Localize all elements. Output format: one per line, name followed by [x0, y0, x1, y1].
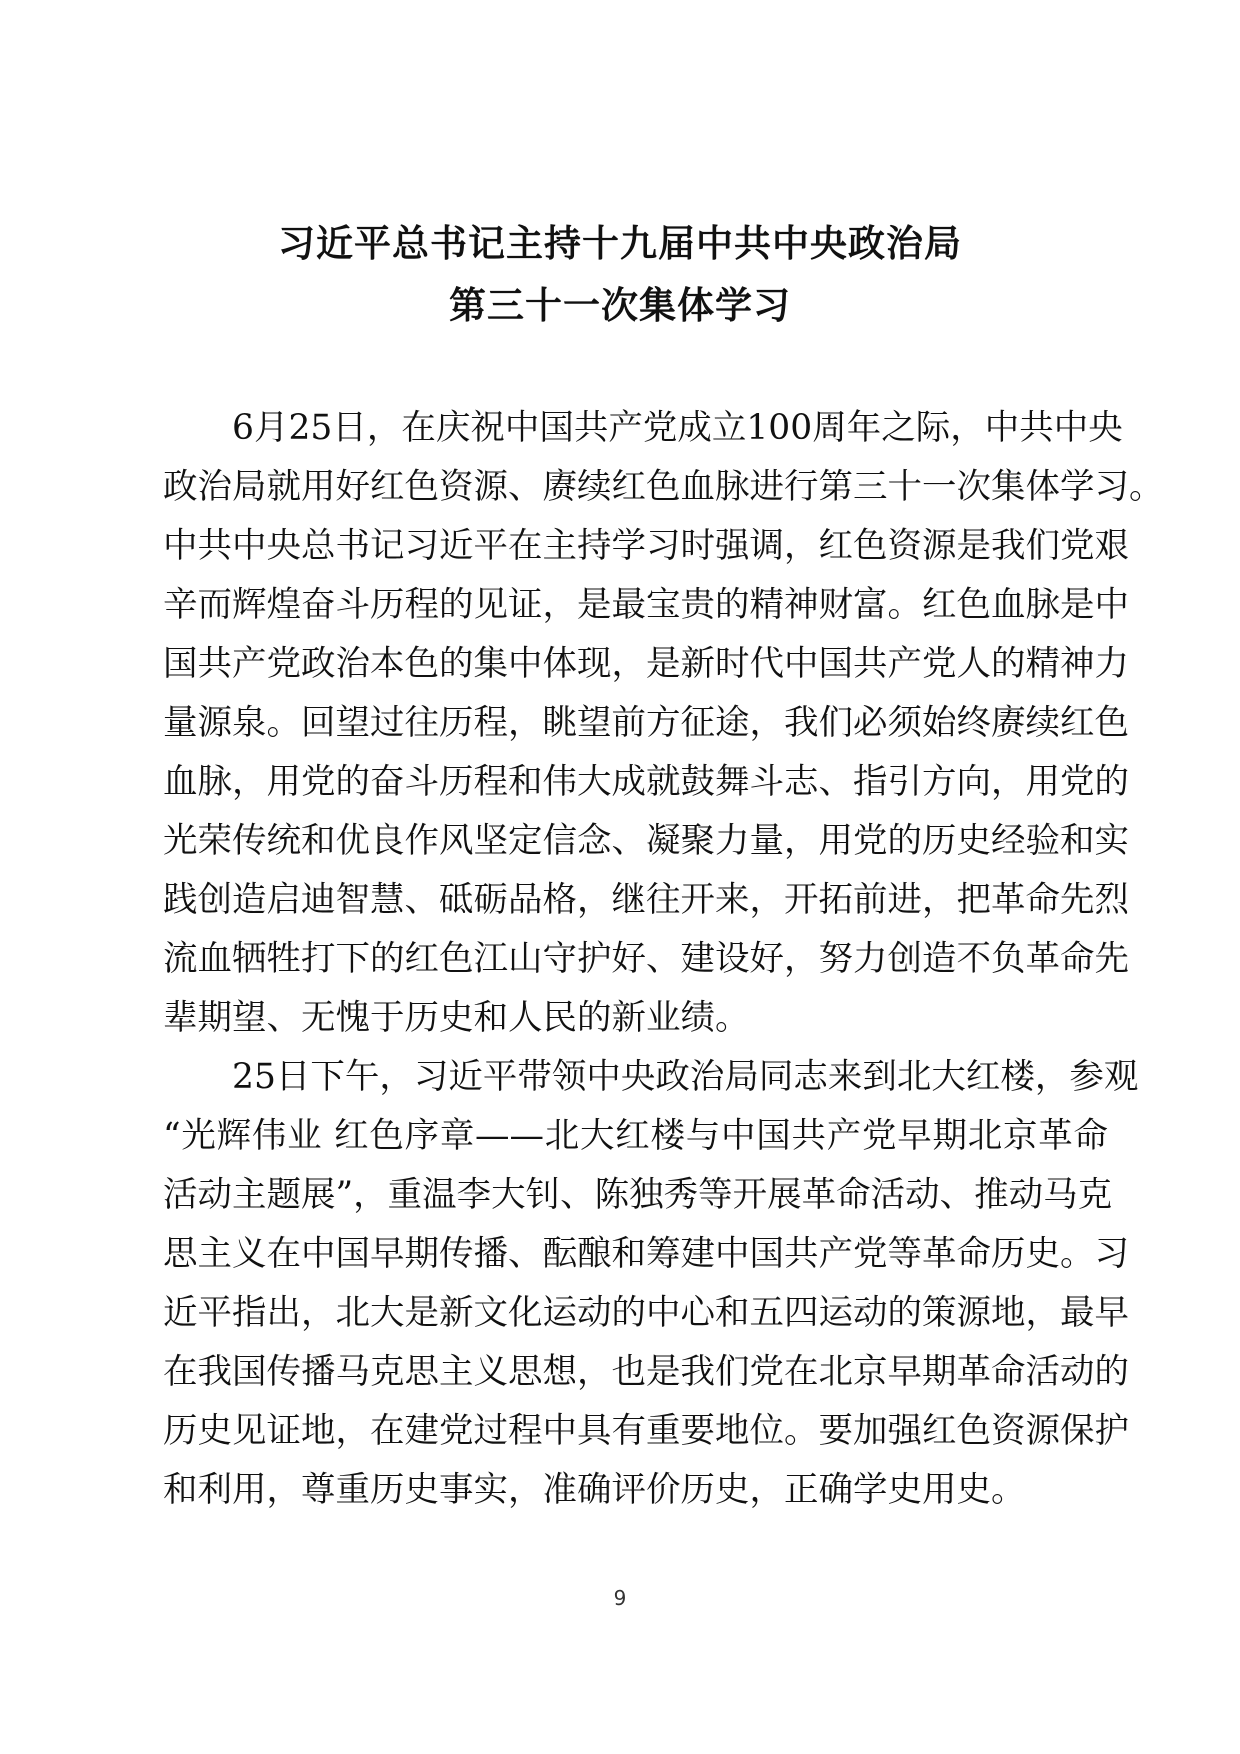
- paragraph-2: [163, 1048, 1139, 1520]
- paragraph-line: 中共中央总书记习近平在主持学习时强调，红色资源是我们党艰: [163, 526, 1129, 566]
- page-number: 9: [613, 1586, 627, 1610]
- paragraph-1: [163, 399, 1164, 1048]
- document-title: [0, 212, 1240, 336]
- document-body: [163, 399, 1164, 1520]
- paragraph-line: 国共产党政治本色的集中体现，是新时代中国共产党人的精神力: [163, 644, 1129, 684]
- paragraph-line: 6月25日，在庆祝中国共产党成立100周年之际，中共中央: [232, 408, 1123, 448]
- paragraph-line: 辛而辉煌奋斗历程的见证，是最宝贵的精神财富。红色血脉是中: [163, 585, 1129, 625]
- paragraph-line: 近平指出，北大是新文化运动的中心和五四运动的策源地，最早: [163, 1293, 1129, 1333]
- paragraph-line: 25日下午，习近平带领中央政治局同志来到北大红楼，参观: [232, 1057, 1139, 1097]
- paragraph-line: “光辉伟业 红色序章——北大红楼与中国共产党早期北京革命: [163, 1116, 1108, 1156]
- paragraph-line: 历史见证地，在建党过程中具有重要地位。要加强红色资源保护: [163, 1411, 1129, 1451]
- paragraph-line: 在我国传播马克思主义思想，也是我们党在北京早期革命活动的: [163, 1352, 1129, 1392]
- paragraph-line: 血脉，用党的奋斗历程和伟大成就鼓舞斗志、指引方向，用党的: [163, 762, 1129, 802]
- paragraph-line: 践创造启迪智慧、砥砺品格，继往开来，开拓前进，把革命先烈: [163, 880, 1129, 920]
- paragraph-line: 量源泉。回望过往历程，眺望前方征途，我们必须始终赓续红色: [163, 703, 1129, 743]
- title-line-1: 习近平总书记主持十九届中共中央政治局: [278, 221, 962, 265]
- paragraph-line: 辈期望、无愧于历史和人民的新业绩。: [163, 998, 750, 1038]
- paragraph-line: 政治局就用好红色资源、赓续红色血脉进行第三十一次集体学习。: [163, 467, 1164, 507]
- paragraph-line: 思主义在中国早期传播、酝酿和筹建中国共产党等革命历史。习: [163, 1234, 1129, 1274]
- paragraph-line: 和利用，尊重历史事实，准确评价历史，正确学史用史。: [163, 1470, 1026, 1510]
- paragraph-line: 光荣传统和优良作风坚定信念、凝聚力量，用党的历史经验和实: [163, 821, 1129, 861]
- paragraph-line: 活动主题展”，重温李大钊、陈独秀等开展革命活动、推动马克: [163, 1175, 1113, 1215]
- title-line-2: 第三十一次集体学习: [449, 283, 791, 327]
- paragraph-line: 流血牺牲打下的红色江山守护好、建设好，努力创造不负革命先: [163, 939, 1129, 979]
